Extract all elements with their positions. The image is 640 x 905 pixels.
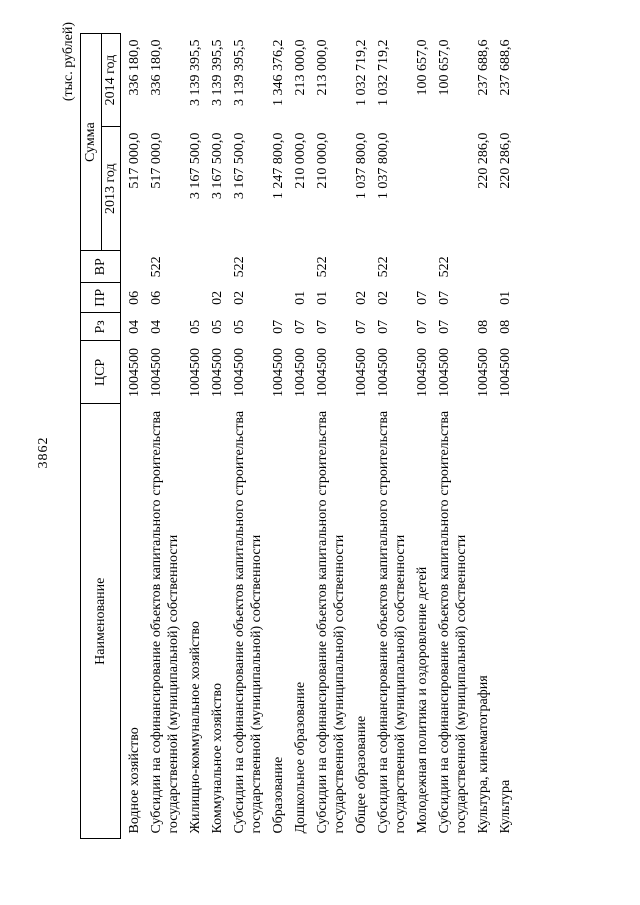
- column-header-vr: ВР: [81, 251, 121, 283]
- cell-pr: 06: [127, 290, 142, 305]
- cell-csr: 1004500: [476, 347, 491, 397]
- column-header-year-2013: 2013 год: [102, 127, 121, 251]
- cell-rz: 07: [354, 319, 369, 334]
- cell-pr: 02: [376, 290, 391, 305]
- cell-csr: 1004500: [376, 347, 391, 397]
- cell-vr: 522: [437, 256, 452, 278]
- cell-name: Субсидии на софинансирование объектов капитального строительства государственной (муниципальной) собственности: [376, 410, 408, 834]
- cell-sum-2014: 336 180,0: [149, 39, 164, 96]
- cell-csr: 1004500: [271, 347, 286, 397]
- cell-sum-2014: 1 032 719,2: [376, 39, 391, 106]
- cell-pr: 06: [149, 290, 164, 305]
- cell-name: Субсидии на софинансирование объектов капитального строительства государственной (муниципальной) собственности: [232, 410, 264, 834]
- table-row: [228, 34, 267, 839]
- cell-rz: 07: [437, 319, 452, 334]
- cell-rz: 05: [232, 319, 247, 334]
- cell-name: Культура: [498, 779, 513, 834]
- column-header-csr: ЦСР: [81, 341, 121, 404]
- cell-sum-2014: 213 000,0: [315, 39, 330, 96]
- table-row: [184, 34, 206, 839]
- cell-vr: 522: [149, 256, 164, 278]
- column-header-year-2014: 2014 год: [102, 34, 121, 127]
- cell-rz: 08: [498, 319, 513, 334]
- cell-sum-2014: 100 657,0: [415, 39, 430, 96]
- table-row: [145, 34, 184, 839]
- cell-sum-2014: 3 139 395,5: [210, 39, 225, 106]
- cell-csr: 1004500: [293, 347, 308, 397]
- column-header-pr: ПР: [81, 283, 121, 313]
- cell-csr: 1004500: [437, 347, 452, 397]
- cell-pr: 01: [293, 290, 308, 305]
- cell-sum-2013: [411, 127, 433, 251]
- cell-sum-2014: 213 000,0: [293, 39, 308, 96]
- cell-vr: [121, 251, 146, 283]
- cell-rz: 07: [315, 319, 330, 334]
- cell-name: Жилищно-коммунальное хозяйство: [188, 621, 203, 834]
- cell-rz: 08: [476, 319, 491, 334]
- table-row: [289, 34, 311, 839]
- cell-name: Образование: [271, 756, 286, 834]
- cell-pr: [184, 283, 206, 313]
- cell-vr: [184, 251, 206, 283]
- cell-sum-2013: 517 000,0: [149, 132, 164, 189]
- cell-sum-2014: 237 688,6: [476, 39, 491, 96]
- cell-rz: 05: [188, 319, 203, 334]
- cell-name: Культура, кинематография: [476, 675, 491, 834]
- table-header: [81, 34, 121, 839]
- table-row: [311, 34, 350, 839]
- cell-pr: [267, 283, 289, 313]
- cell-sum-2013: 3 167 500,0: [210, 132, 225, 200]
- table-body: [121, 34, 517, 839]
- cell-sum-2014: 1 346 376,2: [271, 39, 286, 106]
- cell-name: Молодежная политика и оздоровление детей: [415, 566, 430, 834]
- column-header-sum: Сумма: [81, 34, 102, 251]
- cell-csr: 1004500: [188, 347, 203, 397]
- cell-sum-2014: 3 139 395,5: [188, 39, 203, 106]
- cell-sum-2013: 3 167 500,0: [232, 132, 247, 200]
- cell-sum-2014: 100 657,0: [437, 39, 452, 96]
- cell-csr: 1004500: [127, 347, 142, 397]
- cell-pr: 02: [354, 290, 369, 305]
- cell-rz: 07: [293, 319, 308, 334]
- table-row: [121, 34, 146, 839]
- table-row: [372, 34, 411, 839]
- column-header-name: Наименование: [81, 404, 121, 839]
- cell-vr: [411, 251, 433, 283]
- cell-csr: 1004500: [498, 347, 513, 397]
- cell-name: Водное хозяйство: [127, 727, 142, 834]
- cell-rz: 07: [271, 319, 286, 334]
- table-row: [411, 34, 433, 839]
- cell-sum-2013: 220 286,0: [498, 132, 513, 189]
- cell-sum-2014: 336 180,0: [127, 39, 142, 96]
- table-row: [433, 34, 472, 839]
- cell-vr: [350, 251, 372, 283]
- cell-vr: 522: [315, 256, 330, 278]
- cell-sum-2013: 3 167 500,0: [188, 132, 203, 200]
- cell-sum-2014: 1 032 719,2: [354, 39, 369, 106]
- cell-csr: 1004500: [149, 347, 164, 397]
- page-number: 3862: [36, 436, 51, 469]
- cell-csr: 1004500: [415, 347, 430, 397]
- cell-rz: 07: [415, 319, 430, 334]
- units-note: (тыс. рублей): [61, 22, 76, 102]
- cell-pr: 01: [498, 290, 513, 305]
- table-row: [350, 34, 372, 839]
- cell-sum-2013: 1 037 800,0: [354, 132, 369, 200]
- cell-pr: 07: [415, 290, 430, 305]
- cell-pr: 07: [437, 290, 452, 305]
- cell-sum-2013: [433, 127, 472, 251]
- budget-table: [80, 33, 516, 839]
- cell-sum-2013: 220 286,0: [476, 132, 491, 189]
- cell-name: Дошкольное образование: [293, 681, 308, 834]
- table-row: [494, 34, 516, 839]
- cell-rz: 04: [127, 319, 142, 334]
- cell-csr: 1004500: [210, 347, 225, 397]
- cell-csr: 1004500: [315, 347, 330, 397]
- table-row: [472, 34, 494, 839]
- cell-name: Субсидии на софинансирование объектов капитального строительства государственной (муниципальной) собственности: [437, 410, 469, 834]
- cell-csr: 1004500: [354, 347, 369, 397]
- table-row: [206, 34, 228, 839]
- cell-rz: 07: [376, 319, 391, 334]
- cell-sum-2013: 1 247 800,0: [271, 132, 286, 200]
- table-row: [267, 34, 289, 839]
- cell-name: Субсидии на софинансирование объектов капитального строительства государственной (муниципальной) собственности: [315, 410, 347, 834]
- cell-sum-2013: 517 000,0: [127, 132, 142, 189]
- cell-sum-2013: 1 037 800,0: [376, 132, 391, 200]
- cell-pr: 01: [315, 290, 330, 305]
- cell-sum-2014: 3 139 395,5: [232, 39, 247, 106]
- cell-rz: 04: [149, 319, 164, 334]
- cell-vr: [472, 251, 494, 283]
- cell-vr: [289, 251, 311, 283]
- cell-pr: [472, 283, 494, 313]
- cell-vr: [267, 251, 289, 283]
- cell-pr: 02: [232, 290, 247, 305]
- cell-name: Коммунальное хозяйство: [210, 683, 225, 834]
- cell-vr: 522: [376, 256, 391, 278]
- cell-sum-2013: 210 000,0: [293, 132, 308, 189]
- cell-vr: [206, 251, 228, 283]
- cell-name: Общее образование: [354, 715, 369, 834]
- cell-name: Субсидии на софинансирование объектов капитального строительства государственной (муниципальной) собственности: [149, 410, 181, 834]
- cell-rz: 05: [210, 319, 225, 334]
- cell-sum-2013: 210 000,0: [315, 132, 330, 189]
- cell-sum-2014: 237 688,6: [498, 39, 513, 96]
- column-header-rz: Рз: [81, 313, 121, 341]
- cell-csr: 1004500: [232, 347, 247, 397]
- cell-vr: 522: [232, 256, 247, 278]
- cell-pr: 02: [210, 290, 225, 305]
- cell-vr: [494, 251, 516, 283]
